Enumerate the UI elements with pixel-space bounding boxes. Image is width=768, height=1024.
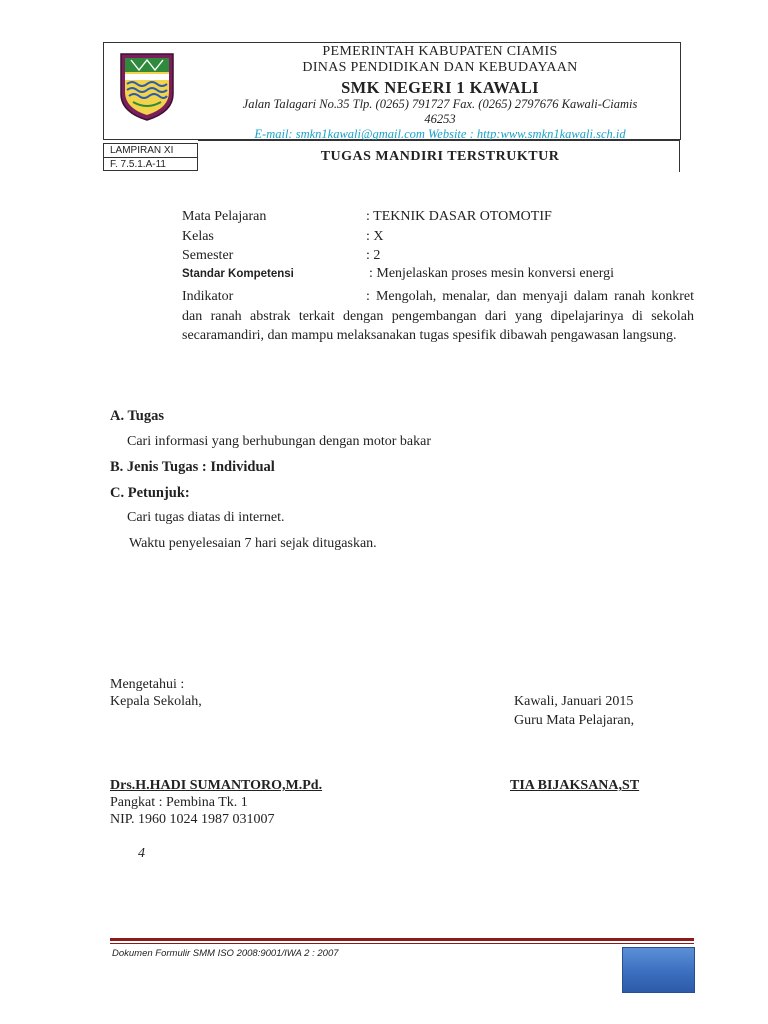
school-name: SMK NEGERI 1 KAWALI: [341, 78, 539, 97]
competency-label: Standar Kompetensi: [182, 268, 294, 280]
page-number: 4: [138, 846, 145, 861]
indicator-paragraph: [182, 287, 694, 346]
place-date: Kawali, Januari 2015: [514, 694, 634, 709]
footer-rule-thick: [110, 938, 694, 941]
footer-rule-thin: [110, 943, 694, 944]
document-title: TUGAS MANDIRI TERSTRUKTUR: [320, 149, 560, 164]
class-value: : X: [366, 229, 384, 244]
indicator-label: Indikator: [182, 289, 234, 304]
teacher-name: TIA BIJAKSANA,ST: [510, 778, 640, 793]
semester-label: Semester: [182, 248, 234, 263]
principal-title: Kepala Sekolah,: [110, 694, 202, 709]
semester-value: : 2: [366, 248, 381, 263]
lampiran-box: [103, 143, 198, 171]
footer-document-ref: Dokumen Formulir SMM ISO 2008:9001/IWA 2 : 2007: [112, 948, 339, 959]
instruction-2: Waktu penyelesaian 7 hari sejak ditugaskan.: [129, 536, 377, 551]
instruction-1: Cari tugas diatas di internet.: [127, 510, 285, 525]
principal-nip: NIP. 1960 1024 1987 031007: [110, 812, 275, 827]
teacher-title: Guru Mata Pelajaran,: [514, 713, 635, 728]
class-label: Kelas: [182, 229, 214, 244]
form-code: F. 7.5.1.A-11: [104, 157, 197, 171]
section-c-heading: C. Petunjuk:: [110, 485, 190, 501]
section-b-heading: B. Jenis Tugas : Individual: [110, 459, 275, 475]
competency-value: : Menjelaskan proses mesin konversi energi: [369, 266, 615, 281]
school-postcode: 46253: [424, 112, 456, 126]
section-a-heading: A. Tugas: [110, 408, 165, 424]
task-description: Cari informasi yang berhubungan dengan motor bakar: [127, 434, 432, 449]
government-line: PEMERINTAH KABUPATEN CIAMIS: [322, 44, 558, 59]
school-contact-link[interactable]: E-mail: smkn1kawali@gmail.com Website : http:www.smkn1kawali.sch.id: [254, 127, 626, 141]
title-divider: [198, 140, 680, 141]
footer-page-box: [622, 947, 695, 993]
indicator-value: : Mengolah, menalar, dan menyaji dalam ranah konkret dan ranah abstrak terkait dengan pengembangan dari yang dipelajarinya di sekolah secaramandiri, dan mampu melaksanakan tugas spesifik dibawah pengawasan langsung.: [182, 289, 694, 343]
principal-rank: Pangkat : Pembina Tk. 1: [110, 795, 248, 810]
department-line: DINAS PENDIDIKAN DAN KEBUDAYAAN: [302, 60, 578, 75]
acknowledged-label: Mengetahui :: [110, 677, 185, 692]
subject-label: Mata Pelajaran: [182, 209, 267, 224]
principal-name: Drs.H.HADI SUMANTORO,M.Pd.: [110, 778, 323, 793]
subject-value: : TEKNIK DASAR OTOMOTIF: [366, 209, 552, 224]
lampiran-label: LAMPIRAN XI: [110, 145, 174, 156]
district-crest-icon: [117, 50, 177, 122]
school-address: Jalan Talagari No.35 Tlp. (0265) 791727 Fax. (0265) 2797676 Kawali-Ciamis: [242, 97, 638, 111]
